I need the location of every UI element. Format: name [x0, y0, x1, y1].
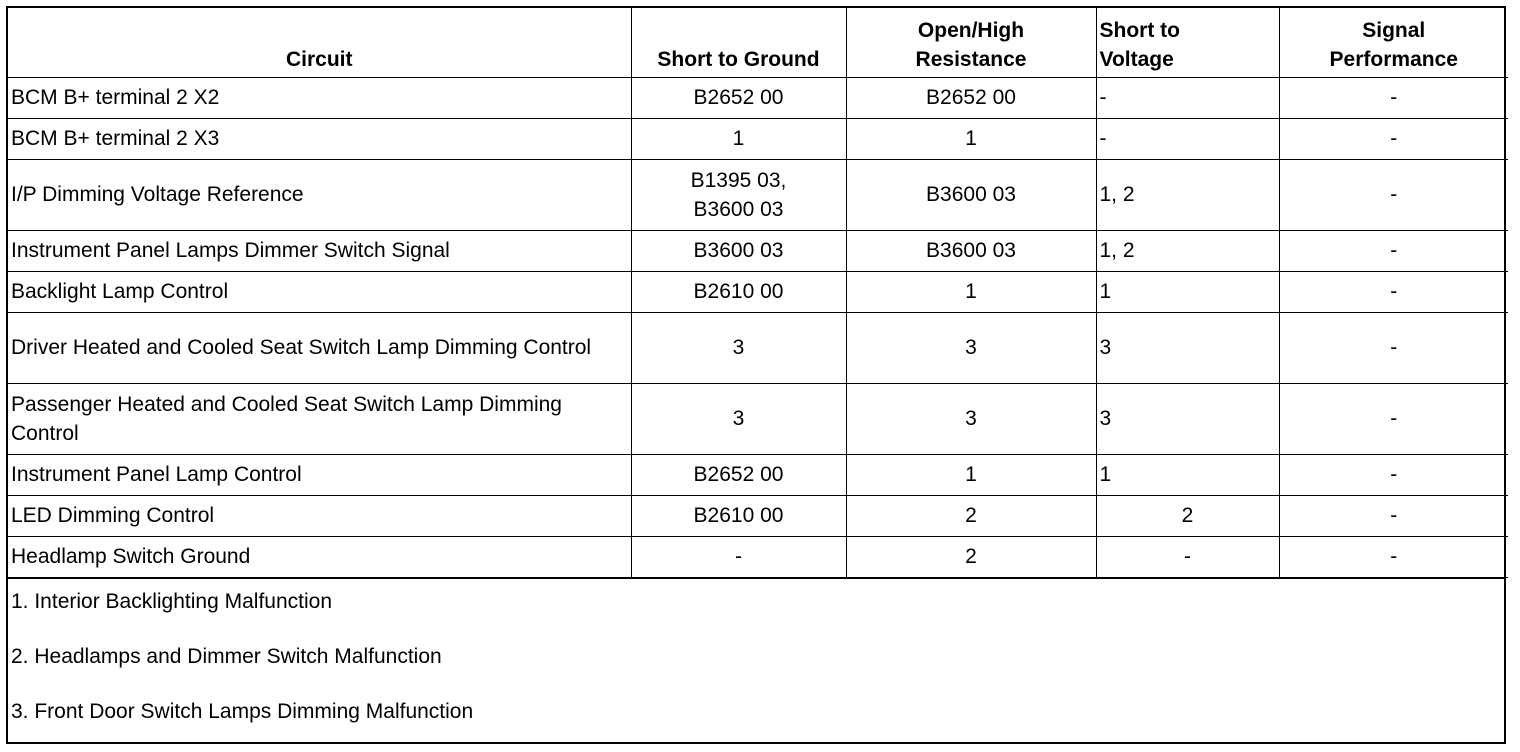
- cell-short-to-ground: B2652 00: [631, 454, 846, 495]
- cell-circuit: LED Dimming Control: [8, 495, 631, 536]
- cell-signal-performance: -: [1279, 118, 1508, 159]
- cell-short-to-ground: B2610 00: [631, 495, 846, 536]
- cell-circuit: Headlamp Switch Ground: [8, 536, 631, 577]
- table-row: [8, 271, 1508, 312]
- header-short-to-voltage: Short to Voltage: [1096, 8, 1279, 77]
- cell-open-high: 1: [846, 454, 1096, 495]
- cell-circuit: Backlight Lamp Control: [8, 271, 631, 312]
- cell-circuit: Instrument Panel Lamps Dimmer Switch Signal: [8, 230, 631, 271]
- cell-short-to-ground: -: [631, 536, 846, 577]
- cell-signal-performance: -: [1279, 495, 1508, 536]
- cell-signal-performance: -: [1279, 383, 1508, 454]
- note-3: 3. Front Door Switch Lamps Dimming Malfunction: [11, 699, 474, 723]
- table-row: [8, 536, 1508, 577]
- header-circuit: Circuit: [8, 8, 631, 77]
- note-2: 2. Headlamps and Dimmer Switch Malfunction: [11, 644, 442, 668]
- cell-short-to-voltage: 1: [1096, 271, 1279, 312]
- cell-short-to-voltage: 3: [1096, 383, 1279, 454]
- cell-short-to-voltage: 1, 2: [1096, 230, 1279, 271]
- cell-signal-performance: -: [1279, 454, 1508, 495]
- cell-open-high: 2: [846, 536, 1096, 577]
- cell-short-to-voltage: 2: [1096, 495, 1279, 536]
- notes-section: [8, 578, 1504, 752]
- cell-short-to-voltage: 1: [1096, 454, 1279, 495]
- table-row: [8, 312, 1508, 383]
- cell-short-to-ground: B2652 00: [631, 77, 846, 118]
- cell-circuit: I/P Dimming Voltage Reference: [8, 159, 631, 230]
- cell-short-to-ground: B2610 00: [631, 271, 846, 312]
- cell-short-to-ground: B3600 03: [631, 230, 846, 271]
- cell-short-to-ground: 3: [631, 383, 846, 454]
- cell-signal-performance: -: [1279, 312, 1508, 383]
- header-open-high-resistance: Open/High Resistance: [846, 8, 1096, 77]
- cell-short-to-ground: 3: [631, 312, 846, 383]
- cell-open-high: 3: [846, 312, 1096, 383]
- cell-signal-performance: -: [1279, 230, 1508, 271]
- note-1: 1. Interior Backlighting Malfunction: [11, 589, 332, 613]
- cell-signal-performance: -: [1279, 77, 1508, 118]
- circuit-table: [8, 8, 1508, 578]
- cell-open-high: B3600 03: [846, 230, 1096, 271]
- circuit-table-container: [6, 6, 1506, 744]
- cell-short-to-voltage: -: [1096, 536, 1279, 577]
- cell-short-to-voltage: -: [1096, 77, 1279, 118]
- cell-circuit: Passenger Heated and Cooled Seat Switch Lamp Dimming Control: [8, 383, 631, 454]
- cell-open-high: 1: [846, 118, 1096, 159]
- cell-circuit: BCM B+ terminal 2 X2: [8, 77, 631, 118]
- cell-circuit: BCM B+ terminal 2 X3: [8, 118, 631, 159]
- cell-short-to-ground: 1: [631, 118, 846, 159]
- cell-circuit: Driver Heated and Cooled Seat Switch Lamp Dimming Control: [8, 312, 631, 383]
- cell-open-high: B2652 00: [846, 77, 1096, 118]
- table-row: [8, 454, 1508, 495]
- cell-short-to-voltage: 3: [1096, 312, 1279, 383]
- header-short-to-ground: Short to Ground: [631, 8, 846, 77]
- cell-signal-performance: -: [1279, 159, 1508, 230]
- cell-open-high: 1: [846, 271, 1096, 312]
- table-row: [8, 495, 1508, 536]
- table-row: [8, 77, 1508, 118]
- table-row: [8, 118, 1508, 159]
- cell-signal-performance: -: [1279, 271, 1508, 312]
- table-row: [8, 230, 1508, 271]
- header-row: [8, 8, 1508, 77]
- cell-circuit: Instrument Panel Lamp Control: [8, 454, 631, 495]
- cell-open-high: B3600 03: [846, 159, 1096, 230]
- cell-short-to-voltage: -: [1096, 118, 1279, 159]
- table-row: [8, 383, 1508, 454]
- table-row: [8, 159, 1508, 230]
- cell-short-to-ground: B1395 03, B3600 03: [631, 159, 846, 230]
- cell-open-high: 2: [846, 495, 1096, 536]
- cell-signal-performance: -: [1279, 536, 1508, 577]
- cell-short-to-voltage: 1, 2: [1096, 159, 1279, 230]
- header-signal-performance: Signal Performance: [1279, 8, 1508, 77]
- cell-open-high: 3: [846, 383, 1096, 454]
